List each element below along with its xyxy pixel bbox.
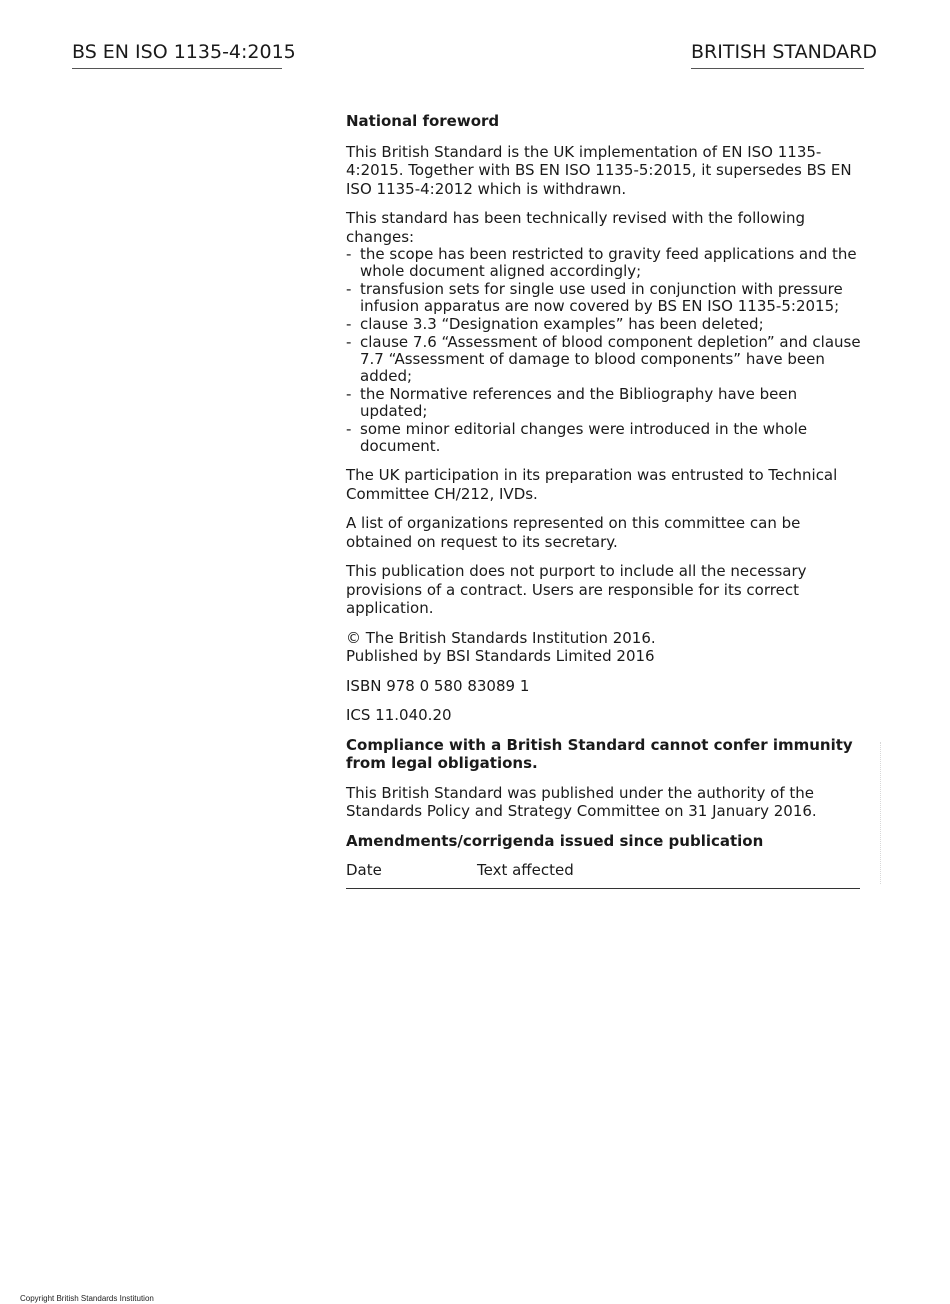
authority-text: This British Standard was published under the authority of the Standards Policy and Strategy Committee on 31 January 2016.: [346, 783, 817, 820]
copyright-line: © The British Standards Institution 2016.: [346, 628, 656, 647]
participation-text: The UK participation in its preparation was entrusted to Technical Committee CH/212, IVDs.: [346, 466, 838, 503]
amendments-table: [346, 861, 860, 889]
foreword-title: National foreword: [346, 112, 500, 130]
margin-mark: [880, 742, 884, 884]
foreword-intro: This British Standard is the UK implementation of EN ISO 1135-4:2015. Together with BS EN ISO 1135-5:2015, it supersedes BS EN ISO 1135-4:2012 which is withdrawn.: [346, 142, 852, 198]
column-header-date: Date: [346, 861, 382, 879]
publisher-line: Published by BSI Standards Limited 2016: [346, 647, 655, 665]
header-document-number: BS EN ISO 1135-4:2015: [72, 40, 282, 69]
column-header-text-affected: Text affected: [477, 861, 574, 879]
list-item: - the Normative references and the Bibliography have been updated;: [346, 386, 864, 420]
disclaimer-text: This publication does not purport to include all the necessary provisions of a contract. Users are responsible for its correct application.: [346, 562, 807, 617]
list-item: - clause 3.3 “Designation examples” has been deleted;: [346, 316, 864, 333]
list-item: - some minor editorial changes were introduced in the whole document.: [346, 421, 864, 455]
compliance-notice: Compliance with a British Standard cannot confer immunity from legal obligations.: [346, 735, 853, 772]
changes-lead: This standard has been technically revised with the following changes:: [346, 209, 806, 246]
header-standard-type: BRITISH STANDARD: [691, 40, 864, 69]
list-item: - clause 7.6 “Assessment of blood component depletion” and clause 7.7 “Assessment of damage to blood components” have been added;: [346, 334, 864, 385]
copyright-block: [346, 629, 864, 666]
ics: ICS 11.040.20: [346, 706, 452, 724]
list-item: - transfusion sets for single use used in conjunction with pressure infusion apparatus are now covered by BS EN ISO 1135-5:2015;: [346, 281, 864, 315]
isbn: ISBN 978 0 580 83089 1: [346, 676, 530, 695]
amendments-heading: Amendments/corrigenda issued since publication: [346, 831, 764, 850]
national-foreword: [346, 112, 864, 889]
footer-copyright: Copyright British Standards Institution: [20, 1294, 154, 1303]
organizations-text: A list of organizations represented on this committee can be obtained on request to its secretary.: [346, 514, 801, 551]
list-item: - the scope has been restricted to gravity feed applications and the whole document aligned accordingly;: [346, 246, 864, 280]
changes-list: [346, 246, 864, 455]
